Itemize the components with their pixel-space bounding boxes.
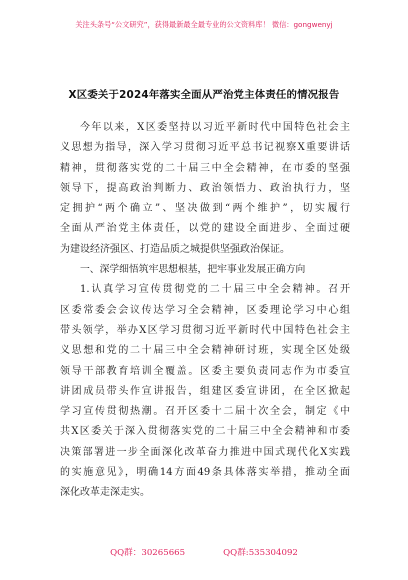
footer-contact [0, 546, 408, 558]
body-line: 领导干部教育培训全覆盖。区委主要负责同志作为市委宣 [60, 365, 350, 377]
document-title: X区委关于2024年落实全面从严治党主体责任的情况报告 [68, 89, 340, 101]
body-line: 学习宣传贯彻热潮。召开区委十二届十次全会，制定《中 [60, 406, 350, 418]
body-line: 全面从严治党主体责任，以党的建设全面进步、全面过硬 [60, 223, 350, 235]
body-line: 领导下，提高政治判断力、政治领悟力、政治执行力，坚 [60, 182, 350, 194]
document-body [60, 118, 350, 504]
body-line: 区委常委会会议传达学习全会精神，区委理论学习中心组 [60, 304, 350, 316]
section-heading: 一、深学细悟筑牢思想根基，把牢事业发展正确方向 [80, 264, 306, 276]
body-line: 的实施意见》，明确14方面49条具体落实举措，推动全面 [60, 467, 350, 479]
body-line: 义思想为指导，深入学习贯彻习近平总书记视察X重要讲话 [60, 142, 350, 154]
footer-qq-group-1: QQ群：30265665 [110, 548, 186, 558]
footer-qq-group-2: QQ群:535304092 [223, 548, 298, 558]
body-line: 义思想和党的二十届三中全会精神研讨班，实现全区处级 [60, 345, 350, 357]
header-promo-banner: 关注头条号“公文研究”，获得最新最全最专业的公文资料库！ 微信：gongwenyj [75, 20, 333, 29]
body-line: 共X区委关于深入贯彻落实党的二十届三中全会精神和市委 [60, 426, 350, 438]
body-line: 今年以来，X区委坚持以习近平新时代中国特色社会主 [80, 122, 350, 133]
body-line: 1.认真学习宣传贯彻党的二十届三中全会精神。召开 [80, 284, 350, 296]
body-line: 为建设经济强区、打造品质之城提供坚强政治保证。 [60, 243, 290, 255]
body-line: 深化改革走深走实。 [60, 487, 150, 499]
body-line: 带头领学，举办X区学习贯彻习近平新时代中国特色社会主 [60, 324, 350, 336]
body-line: 精神，贯彻落实党的二十届三中全会精神，在市委的坚强 [60, 162, 350, 174]
body-line: 讲团成员带头作宣讲报告，组建区委宣讲团，在全区掀起 [60, 385, 350, 397]
body-line: 定拥护“两个确立”、坚决做到“两个维护”，切实履行 [60, 203, 350, 215]
body-line: 决策部署进一步全面深化改革奋力推进中国式现代化X实践 [60, 446, 350, 458]
